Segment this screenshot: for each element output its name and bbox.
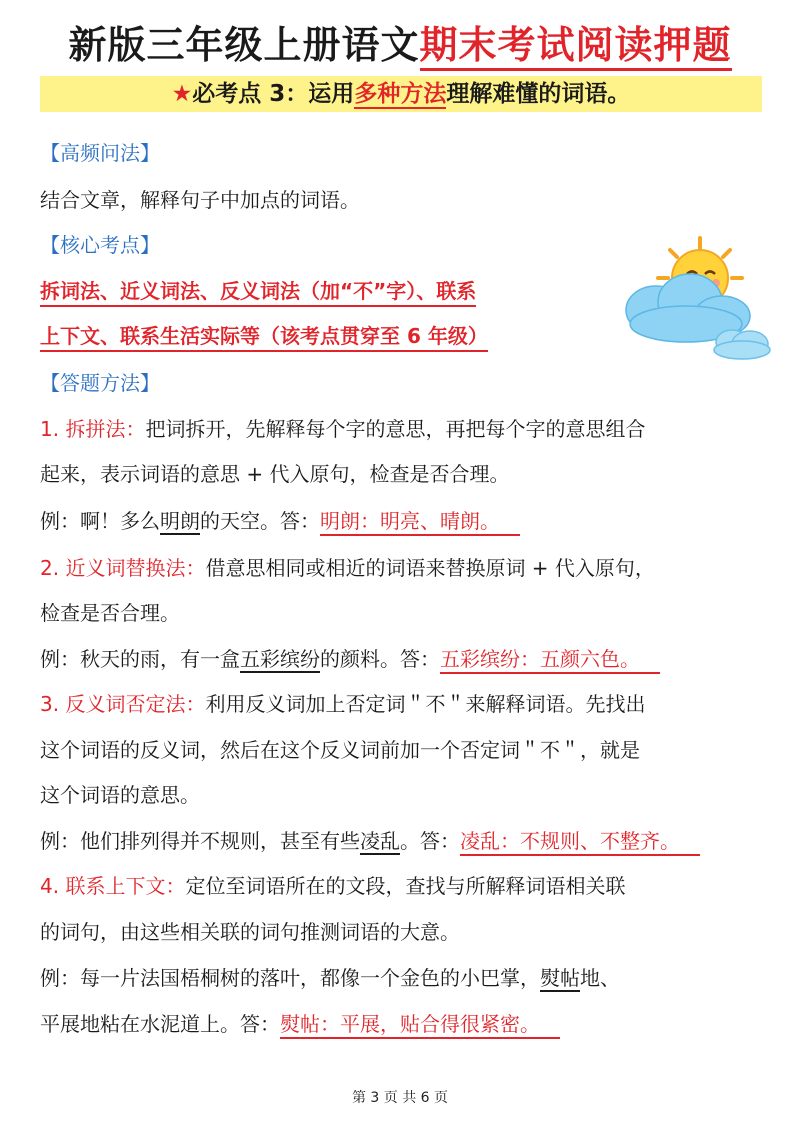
section-heading-freq: 【高频问法】 [40, 141, 160, 165]
page-title [0, 14, 800, 69]
method-1-line-2: 起来，表示词语的意思 + 代入原句，检查是否合理。 [40, 462, 510, 486]
example-prefix: 例：每一片法国梧桐树的落叶，都像一个金色的小巴掌， [40, 966, 540, 990]
method-2-line-1 [40, 552, 655, 581]
example-prefix: 例：啊！多么 [40, 509, 160, 533]
example-prefix: 例：他们排列得并不规则，甚至有些 [40, 829, 360, 853]
method-4-text-1: 定位至词语所在的文段，查找与所解释词语相关联 [185, 874, 626, 898]
method-3-line-3: 这个词语的意思。 [40, 783, 200, 807]
method-3-label: 3. 反义词否定法： [40, 692, 206, 716]
method-3-text-1: 利用反义词加上否定词＂不＂来解释词语。先找出 [205, 692, 646, 716]
core-line-2-text: 上下文、联系生活实际等（该考点贯穿至 6 年级） [40, 324, 488, 352]
banner-before: 必考点 3：运用 [192, 81, 355, 107]
method-1-label: 1. 拆拼法： [40, 417, 146, 441]
example-word: 熨帖 [540, 966, 580, 990]
method-4-label: 4. 联系上下文： [40, 874, 186, 898]
example-word: 明朗 [160, 509, 200, 533]
freq-text: 结合文章，解释句子中加点的词语。 [40, 188, 360, 212]
example-answer: 明朗：明亮、晴朗。 [320, 509, 520, 536]
section-heading-core: 【核心考点】 [40, 233, 160, 257]
star-icon: ★ [171, 81, 193, 107]
method-1-line-1 [40, 413, 645, 442]
method-3-line-1 [40, 688, 645, 717]
example-prefix: 例：秋天的雨，有一盒 [40, 647, 240, 671]
method-4-line-1 [40, 870, 625, 899]
core-line-2 [40, 320, 488, 349]
example-answer: 熨帖：平展，贴合得很紧密。 [280, 1012, 560, 1039]
example-word: 凌乱 [360, 829, 400, 853]
method-4-example-line-1 [40, 962, 620, 991]
title-black: 新版三年级上册语文 [68, 22, 420, 67]
method-3-example [40, 825, 700, 854]
title-red: 期末考试阅读押题 [420, 22, 732, 71]
banner-highlight: 多种方法 [354, 81, 447, 107]
example-suffix: 的颜料。答： [320, 647, 440, 671]
example-suffix: 的天空。答： [200, 509, 320, 533]
method-4-example-line-2 [40, 1008, 560, 1037]
method-4-line-2: 的词句，由这些相关联的词句推测词语的大意。 [40, 920, 460, 944]
example-word: 五彩缤纷 [240, 647, 320, 671]
section-heading-answer: 【答题方法】 [40, 371, 160, 395]
example-answer: 五彩缤纷：五颜六色。 [440, 647, 660, 674]
example-suffix: 。答： [400, 829, 460, 853]
example-suffix: 地、 [580, 966, 620, 990]
method-1-text-1: 把词拆开，先解释每个字的意思，再把每个字的意思组合 [145, 417, 646, 441]
core-line-1 [40, 275, 476, 304]
method-2-line-2: 检查是否合理。 [40, 601, 180, 625]
key-point-banner [40, 76, 762, 112]
example-line-2-text: 平展地粘在水泥道上。答： [40, 1012, 280, 1036]
example-answer: 凌乱：不规则、不整齐。 [460, 829, 700, 856]
page-footer: 第 3 页 共 6 页 [351, 1090, 449, 1106]
method-2-label: 2. 近义词替换法： [40, 556, 206, 580]
core-line-1-text: 拆词法、近义词法、反义词法（加“不”字）、联系 [40, 279, 476, 307]
method-1-example [40, 505, 520, 534]
banner-after: 理解难懂的词语。 [446, 81, 631, 107]
sun-behind-cloud-icon [610, 232, 778, 362]
method-3-line-2: 这个词语的反义词，然后在这个反义词前加一个否定词＂不＂，就是 [40, 738, 640, 762]
method-2-example [40, 643, 660, 672]
method-2-text-1: 借意思相同或相近的词语来替换原词 + 代入原句， [205, 556, 655, 580]
